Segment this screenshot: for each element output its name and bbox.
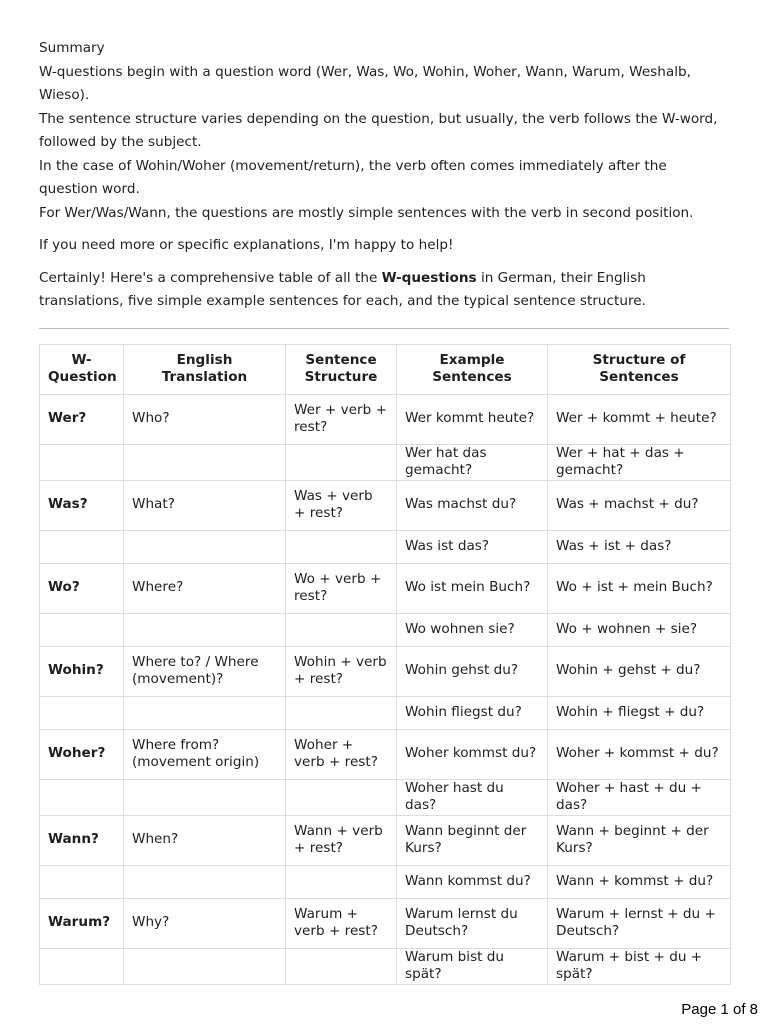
translation-cell <box>124 530 286 563</box>
w-question-cell: Wer? <box>40 394 124 444</box>
example-structure-cell: Wohin + fliegst + du? <box>548 696 731 729</box>
translation-cell: When? <box>124 815 286 865</box>
translation-cell <box>124 948 286 984</box>
structure-cell <box>286 696 397 729</box>
example-structure-cell: Wann + kommst + du? <box>548 865 731 898</box>
translation-cell <box>124 779 286 815</box>
column-header: English Translation <box>124 344 286 394</box>
structure-cell <box>286 948 397 984</box>
structure-cell <box>286 530 397 563</box>
structure-cell: Warum + verb + rest? <box>286 898 397 948</box>
offer-paragraph <box>39 234 729 258</box>
table-row <box>40 948 731 984</box>
example-cell: Wann kommst du? <box>397 865 548 898</box>
translation-cell <box>124 865 286 898</box>
example-cell: Woher hast du das? <box>397 779 548 815</box>
example-structure-cell: Wo + wohnen + sie? <box>548 613 731 646</box>
w-question-cell <box>40 696 124 729</box>
w-question-cell <box>40 779 124 815</box>
column-header: Sentence Structure <box>286 344 397 394</box>
example-cell: Wer hat das gemacht? <box>397 444 548 480</box>
table-row <box>40 444 731 480</box>
intro-text-bold: W-questions <box>381 269 477 286</box>
w-question-cell: Wo? <box>40 563 124 613</box>
table-row <box>40 613 731 646</box>
translation-cell: Who? <box>124 394 286 444</box>
table-row <box>40 696 731 729</box>
example-structure-cell: Wer + kommt + heute? <box>548 394 731 444</box>
w-question-cell: Wohin? <box>40 646 124 696</box>
example-cell: Was machst du? <box>397 480 548 530</box>
summary-heading: Summary <box>39 40 105 56</box>
structure-cell: Wer + verb + rest? <box>286 394 397 444</box>
column-header: Structure of Sentences <box>548 344 731 394</box>
table-row <box>40 779 731 815</box>
offer-text: If you need more or specific explanations, I'm happy to help! <box>39 237 454 253</box>
example-structure-cell: Woher + hast + du + das? <box>548 779 731 815</box>
summary-block <box>39 37 729 225</box>
example-cell: Wo ist mein Buch? <box>397 563 548 613</box>
structure-cell: Wohin + verb + rest? <box>286 646 397 696</box>
translation-cell: What? <box>124 480 286 530</box>
w-question-cell: Was? <box>40 480 124 530</box>
translation-cell <box>124 696 286 729</box>
example-structure-cell: Woher + kommst + du? <box>548 729 731 779</box>
example-structure-cell: Warum + bist + du + spät? <box>548 948 731 984</box>
structure-cell: Was + verb + rest? <box>286 480 397 530</box>
example-cell: Warum bist du spät? <box>397 948 548 984</box>
structure-cell <box>286 865 397 898</box>
document-content <box>39 37 729 985</box>
example-cell: Wohin gehst du? <box>397 646 548 696</box>
example-structure-cell: Wohin + gehst + du? <box>548 646 731 696</box>
table-row <box>40 865 731 898</box>
structure-cell <box>286 779 397 815</box>
w-question-cell <box>40 948 124 984</box>
example-structure-cell: Warum + lernst + du + Deutsch? <box>548 898 731 948</box>
example-structure-cell: Wer + hat + das + gemacht? <box>548 444 731 480</box>
table-row <box>40 480 731 530</box>
example-cell: Warum lernst du Deutsch? <box>397 898 548 948</box>
translation-cell: Where? <box>124 563 286 613</box>
example-cell: Wohin fliegst du? <box>397 696 548 729</box>
summary-line: W-questions begin with a question word (Wer, Was, Wo, Wohin, Woher, Wann, Warum, Weshalb, Wieso). <box>39 63 691 103</box>
example-structure-cell: Wann + beginnt + der Kurs? <box>548 815 731 865</box>
intro-text-after: in German, their English translations, five simple example sentences for each, and the typical sentence structure. <box>39 269 646 309</box>
w-question-cell: Wann? <box>40 815 124 865</box>
example-structure-cell: Wo + ist + mein Buch? <box>548 563 731 613</box>
structure-cell: Woher + verb + rest? <box>286 729 397 779</box>
example-cell: Wann beginnt der Kurs? <box>397 815 548 865</box>
w-question-cell: Warum? <box>40 898 124 948</box>
table-row <box>40 563 731 613</box>
table-body <box>40 394 731 984</box>
summary-line: In the case of Wohin/Woher (movement/return), the verb often comes immediately after the question word. <box>39 157 667 197</box>
structure-cell: Wann + verb + rest? <box>286 815 397 865</box>
w-questions-table <box>39 344 731 985</box>
intro-text-before: Certainly! Here's a comprehensive table of all the <box>39 269 382 286</box>
column-header: W-Question <box>40 344 124 394</box>
structure-cell <box>286 613 397 646</box>
w-question-cell <box>40 530 124 563</box>
table-header-row <box>40 344 731 394</box>
example-structure-cell: Was + machst + du? <box>548 480 731 530</box>
example-cell: Was ist das? <box>397 530 548 563</box>
example-cell: Woher kommst du? <box>397 729 548 779</box>
w-question-cell: Woher? <box>40 729 124 779</box>
column-header: Example Sentences <box>397 344 548 394</box>
translation-cell <box>124 444 286 480</box>
summary-line: The sentence structure varies depending on the question, but usually, the verb follows the W-word, followed by the subject. <box>39 110 718 150</box>
translation-cell <box>124 613 286 646</box>
w-question-cell <box>40 444 124 480</box>
example-cell: Wer kommt heute? <box>397 394 548 444</box>
table-row <box>40 394 731 444</box>
intro-paragraph <box>39 267 729 314</box>
page-indicator: Page 1 of 8 <box>681 1001 758 1018</box>
translation-cell: Where from? (movement origin) <box>124 729 286 779</box>
table-row <box>40 898 731 948</box>
section-divider <box>39 328 729 329</box>
table-row <box>40 815 731 865</box>
w-question-cell <box>40 865 124 898</box>
translation-cell: Why? <box>124 898 286 948</box>
structure-cell <box>286 444 397 480</box>
example-structure-cell: Was + ist + das? <box>548 530 731 563</box>
example-cell: Wo wohnen sie? <box>397 613 548 646</box>
summary-line: For Wer/Was/Wann, the questions are mostly simple sentences with the verb in second position. <box>39 204 694 221</box>
structure-cell: Wo + verb + rest? <box>286 563 397 613</box>
translation-cell: Where to? / Where (movement)? <box>124 646 286 696</box>
table-row <box>40 729 731 779</box>
table-row <box>40 530 731 563</box>
w-question-cell <box>40 613 124 646</box>
table-row <box>40 646 731 696</box>
